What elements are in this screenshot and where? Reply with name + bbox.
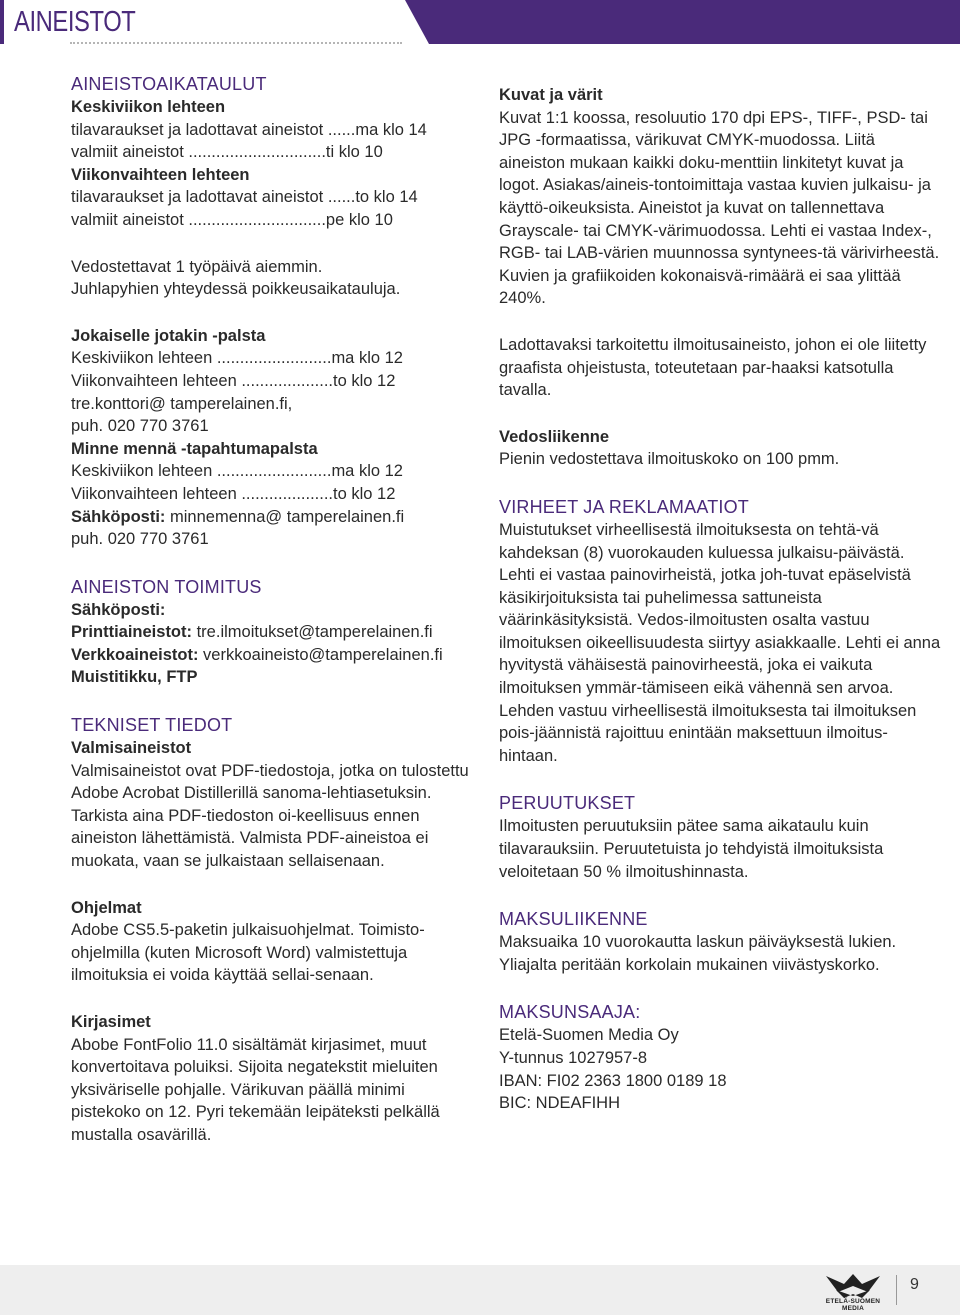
web-label: Verkkoaineistot:	[71, 645, 199, 664]
print-email[interactable]: tre.ilmoitukset@tamperelainen.fi	[192, 623, 433, 642]
usb-ftp: Muistitikku, FTP	[71, 668, 198, 687]
payee-line: Etelä-Suomen Media Oy	[499, 1026, 679, 1045]
section-title-peruutukset: PERUUTUKSET	[499, 793, 636, 814]
schedule-line: valmiit aineistot ..............................ti klo 10	[71, 143, 383, 162]
section-title-maksuliikenne: MAKSULIIKENNE	[499, 909, 648, 930]
schedule-note: Juhlapyhien yhteydessä poikkeusaikatauluja.	[71, 280, 401, 299]
paragraph-virheet: Muistutukset virheellisestä ilmoituksesta on tehtä-vä kahdeksan (8) vuorokauden kuluessa julkaisu-päivästä. Lehti ei vastaa painovirheistä, jotka joh-tuvat epäselvistä käsikirjoituksista tai puhelimessa sattuneista väärinkäsityksistä. Vedos-ilmoitusten osalta vastuu ilmoituksen oikeellisuudesta siirtyy asiakkaalle. Lehti ei anna hyvitystä vähäisestä painovirheestä, joka ei vaikuta ilmoituksen ymmär-tämiseen eikä vähennä sen arvoa. Lehden vastuu virheellisestä ilmoituksesta tai ilmoituksen pois-jäännistä rajoittuu enintään maksettuun ilmoitus-hintaan.	[499, 520, 941, 765]
section-title-toimitus: AINEISTON TOIMITUS	[71, 576, 262, 597]
contact-phone: puh. 020 770 3761	[71, 417, 209, 436]
subsection-title-ohjelmat: Ohjelmat	[71, 898, 142, 917]
email-label: Sähköposti:	[71, 600, 166, 619]
payee-line: Y-tunnus 1027957-8	[499, 1049, 648, 1067]
deadline-line: Viikonvaihteen lehteen ....................to klo 12	[71, 371, 396, 390]
section-title-tekniset: TEKNISET TIEDOT	[71, 715, 233, 736]
footer-divider	[896, 1275, 897, 1305]
page-number: 9	[910, 1276, 919, 1293]
section-title-vedos: Vedosliikenne	[499, 427, 610, 446]
web-email-line	[71, 644, 471, 667]
contact-email-line	[71, 506, 471, 529]
deadline-line: Keskiviikon lehteen .........................ma klo 12	[71, 462, 403, 481]
left-column	[71, 72, 471, 1147]
section-title-minne: Minne mennä -tapahtumapalsta	[71, 439, 318, 458]
paragraph-vedos: Pienin vedostettava ilmoituskoko on 100 pmm.	[499, 450, 840, 469]
section-title-kuvat: Kuvat ja värit	[499, 86, 603, 104]
section-title-virheet: VIRHEET JA REKLAMAATIOT	[499, 496, 749, 517]
logo-text: ETELÄ-SUOMEN MEDIA	[825, 1298, 881, 1312]
right-column	[499, 84, 944, 1115]
print-label: Printtiaineistot:	[71, 623, 193, 642]
page-title: AINEISTOT	[14, 6, 136, 38]
paragraph-peruutukset: Ilmoitusten peruutuksiin pätee sama aikataulu kuin tilavarauksiin. Peruutetuista jo tehdyistä ilmoituksista veloitetaan 50 % ilmoitushinnasta.	[499, 817, 884, 881]
paragraph-maksuliikenne: Maksuaika 10 vuorokautta laskun päiväyksestä lukien. Yliajalta peritään korkolain mukainen viivästyskorko.	[499, 933, 897, 974]
paragraph-ladottava: Ladottavaksi tarkoitettu ilmoitusaineisto, johon ei ole liitetty graafista ohjeistusta, toteutetaan par-haaksi katsotulla tavalla.	[499, 335, 927, 400]
paragraph-ohjelmat: Adobe CS5.5-paketin julkaisuohjelmat. Toimisto-ohjelmilla (kuten Microsoft Word) valmistettuja ilmoituksia ei voida käyttää sellai-senaan.	[71, 921, 425, 985]
paragraph-valmis: Valmisaineistot ovat PDF-tiedostoja, jotka on tulostettu Adobe Acrobat Distillerillä sanoma-lehtiasetuksin. Tarkista aina PDF-tiedoston oi-keellisuus ennen aineiston lähettämistä. Valmista PDF-aineistoa ei muokata, vaan se julkaistaan sellaisenaan.	[71, 761, 469, 871]
contact-email[interactable]: minnemenna@ tamperelainen.fi	[165, 507, 405, 526]
payee-line: BIC: NDEAFIHH	[499, 1094, 621, 1113]
schedule-line: tilavaraukset ja ladottavat aineistot ......to klo 14	[71, 188, 418, 207]
deadline-line: Viikonvaihteen lehteen ....................to klo 12	[71, 484, 396, 503]
email-label: Sähköposti:	[71, 507, 166, 526]
paragraph-kuvat: Kuvat 1:1 koossa, resoluutio 170 dpi EPS-, TIFF-, PSD- tai JPG -formaatissa, värikuvat CMYK-muodossa. Liitä aineiston mukaan kaikki doku-menttiin linkitetyt kuvat ja logot. Asiakas/aineis-tontoimittaja vastaa kuvien julkaisu- ja käyttö-oikeuksista. Aineistot ja kuvat on tallennettava Grayscale- tai CMYK-värimuodossa. Lehti ei vastaa Index-, RGB- tai LAB-värien muunnossa syntynees-tä värivirheestä. Kuvien ja grafiikoiden kokonaisvä-rimäärä ei saa ylittää 240%.	[499, 108, 940, 308]
schedule-line: Viikonvaihteen lehteen	[71, 165, 250, 184]
web-email[interactable]: verkkoaineisto@tamperelainen.fi	[198, 645, 443, 664]
schedule-line: Keskiviikon lehteen	[71, 98, 226, 116]
schedule-line: valmiit aineistot ..............................pe klo 10	[71, 210, 393, 229]
contact-email[interactable]: tre.konttori@ tamperelainen.fi,	[71, 394, 293, 413]
subsection-title-valmis: Valmisaineistot	[71, 739, 192, 758]
deadline-line: Keskiviikon lehteen .........................ma klo 12	[71, 349, 403, 368]
section-title-maksunsaaja: MAKSUNSAAJA:	[499, 1002, 641, 1023]
section-title-jokaiselle: Jokaiselle jotakin -palsta	[71, 326, 266, 345]
print-email-line	[71, 621, 471, 644]
schedule-line: tilavaraukset ja ladottavat aineistot ......ma klo 14	[71, 120, 427, 139]
header-purple-band	[405, 0, 960, 44]
payee-line: IBAN: FI02 2363 1800 0189 18	[499, 1071, 727, 1090]
schedule-note: Vedostettavat 1 työpäivä aiemmin.	[71, 257, 323, 276]
paragraph-kirjasimet: Abobe FontFolio 11.0 sisältämät kirjasimet, muut konvertoitava poluiksi. Sijoita negatekstit mieluiten yksiväriselle pohjalle. Värikuvan päällä minimi pistekoko on 12. Pyri tekemään leipäteksti pelkällä mustalla osavärillä.	[71, 1035, 440, 1144]
subsection-title-kirjasimet: Kirjasimet	[71, 1013, 151, 1031]
header-accent-bar	[0, 0, 4, 44]
contact-phone: puh. 020 770 3761	[71, 530, 209, 549]
section-title-aikataulut: AINEISTOAIKATAULUT	[71, 74, 267, 94]
header-dotted-rule	[70, 42, 402, 44]
